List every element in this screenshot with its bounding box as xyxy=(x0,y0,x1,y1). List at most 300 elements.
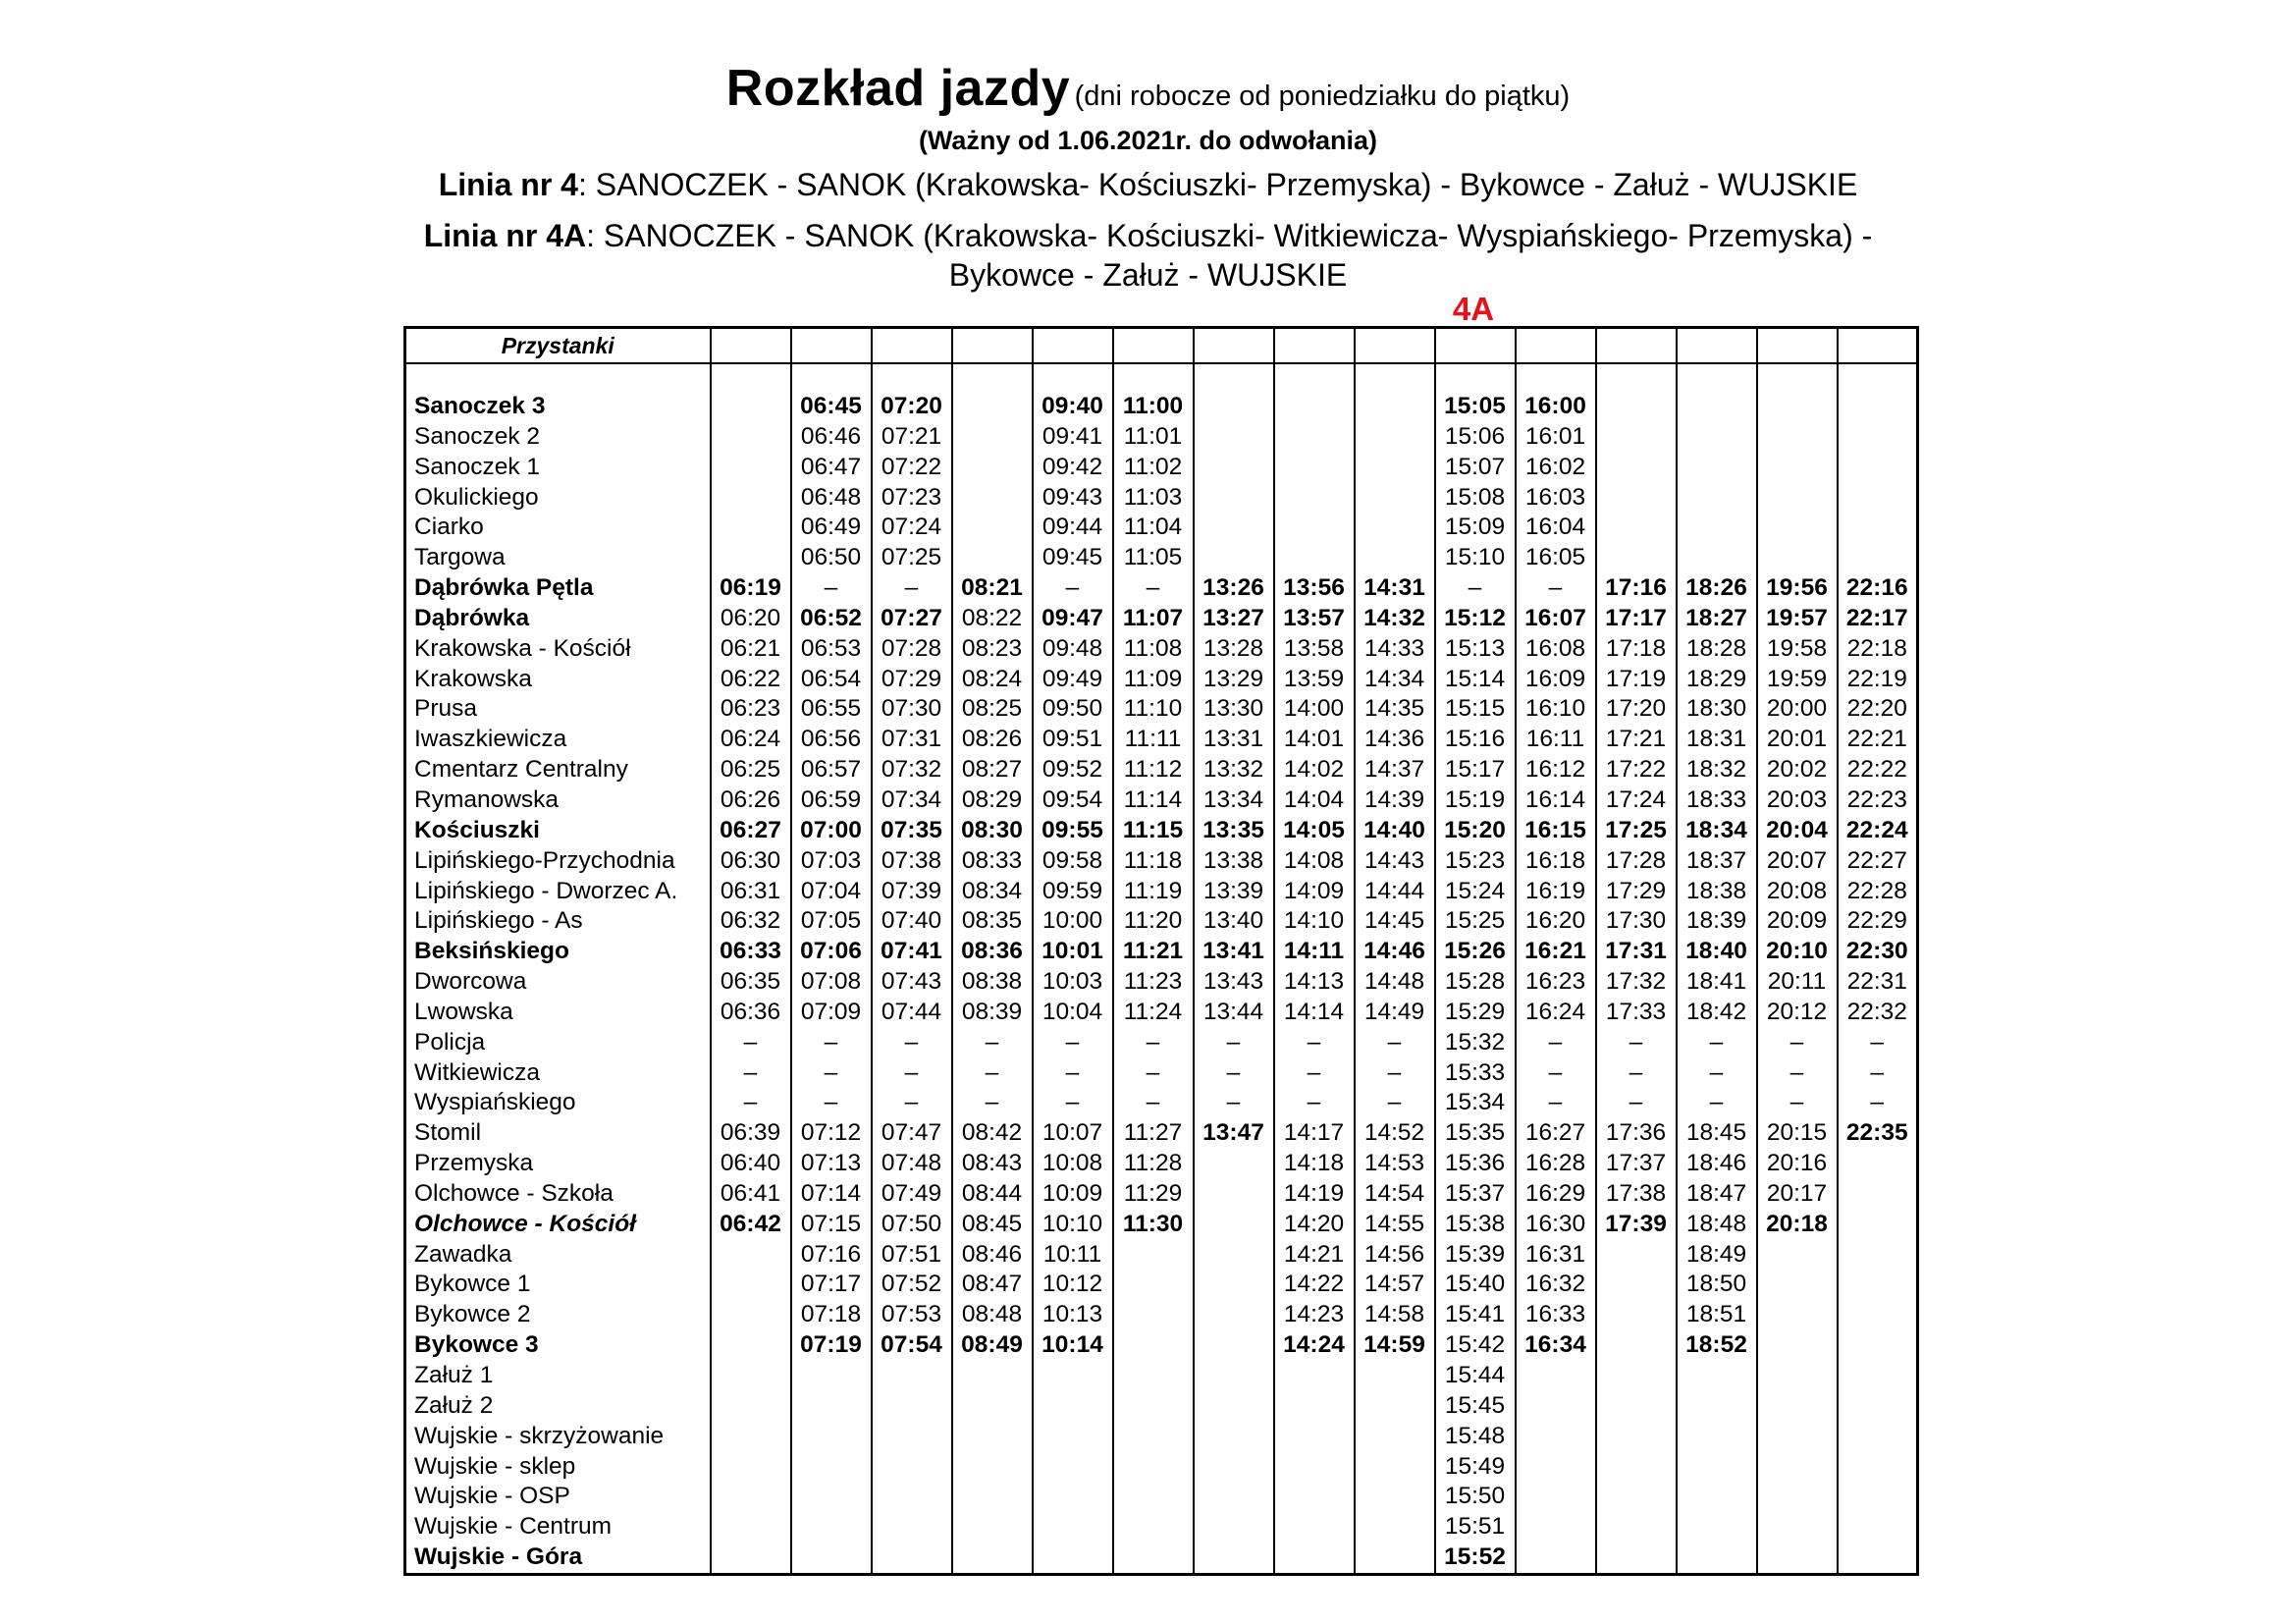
departure-time-cell xyxy=(1838,1210,1918,1240)
departure-time-cell: 15:24 xyxy=(1435,877,1516,907)
departure-time-cell: 16:28 xyxy=(1516,1149,1596,1179)
departure-time-cell xyxy=(1838,422,1918,453)
departure-time-cell xyxy=(1355,1543,1435,1574)
departure-time-cell: 15:42 xyxy=(1435,1330,1516,1361)
departure-time-cell: 06:39 xyxy=(711,1118,791,1149)
stop-name-cell: Bykowce 3 xyxy=(405,1330,711,1361)
departure-time-cell: 14:04 xyxy=(1274,785,1355,816)
table-row xyxy=(405,1452,1918,1483)
departure-time-cell: 07:49 xyxy=(872,1179,952,1210)
departure-time-cell: 15:12 xyxy=(1435,604,1516,634)
departure-time-cell xyxy=(711,543,791,573)
departure-time-cell: – xyxy=(1355,1028,1435,1058)
departure-time-cell: 06:19 xyxy=(711,573,791,604)
stop-name-cell: Stomil xyxy=(405,1118,711,1149)
table-spacer-row xyxy=(405,363,1918,392)
departure-time-cell: 07:39 xyxy=(872,877,952,907)
departure-time-cell: – xyxy=(1274,1058,1355,1089)
departure-time-cell: 14:20 xyxy=(1274,1210,1355,1240)
departure-time-cell: 08:39 xyxy=(952,998,1033,1028)
departure-time-cell: 08:35 xyxy=(952,906,1033,937)
departure-time-cell: 22:22 xyxy=(1838,755,1918,785)
departure-time-cell: 18:28 xyxy=(1677,634,1757,665)
stop-name-cell: Dąbrówka xyxy=(405,604,711,634)
table-row xyxy=(405,513,1918,543)
departure-time-cell: 15:05 xyxy=(1435,392,1516,422)
departure-time-cell: – xyxy=(1516,1058,1596,1089)
departure-time-cell: 09:47 xyxy=(1033,604,1113,634)
departure-time-cell xyxy=(711,1240,791,1271)
departure-time-cell: 13:39 xyxy=(1194,877,1274,907)
departure-time-cell: 07:30 xyxy=(872,694,952,725)
departure-time-cell: 16:33 xyxy=(1516,1300,1596,1330)
departure-time-cell: 09:52 xyxy=(1033,755,1113,785)
departure-time-cell: 07:15 xyxy=(791,1210,872,1240)
departure-time-cell: 13:57 xyxy=(1274,604,1355,634)
departure-time-cell: 14:21 xyxy=(1274,1240,1355,1271)
departure-time-cell xyxy=(1194,543,1274,573)
stop-name-cell: Bykowce 1 xyxy=(405,1270,711,1300)
table-row xyxy=(405,816,1918,846)
departure-time-cell xyxy=(1355,453,1435,483)
table-row xyxy=(405,1118,1918,1149)
departure-time-cell: 19:58 xyxy=(1757,634,1838,665)
departure-time-cell: 13:38 xyxy=(1194,846,1274,877)
departure-time-cell: 14:46 xyxy=(1355,937,1435,967)
departure-time-cell xyxy=(1194,422,1274,453)
departure-time-cell: 14:14 xyxy=(1274,998,1355,1028)
departure-time-cell xyxy=(711,1512,791,1543)
departure-time-cell xyxy=(1194,1179,1274,1210)
departure-time-cell xyxy=(1194,1330,1274,1361)
departure-time-cell xyxy=(1516,1543,1596,1574)
departure-time-cell xyxy=(1516,1422,1596,1452)
departure-time-cell: 08:47 xyxy=(952,1270,1033,1300)
departure-time-cell: 11:29 xyxy=(1113,1179,1194,1210)
table-row xyxy=(405,543,1918,573)
departure-time-cell xyxy=(1274,1543,1355,1574)
departure-time-cell: 22:18 xyxy=(1838,634,1918,665)
departure-time-cell: 10:03 xyxy=(1033,967,1113,998)
departure-time-cell: 18:50 xyxy=(1677,1270,1757,1300)
departure-time-cell: 15:14 xyxy=(1435,665,1516,695)
departure-time-cell: 13:30 xyxy=(1194,694,1274,725)
departure-time-cell: – xyxy=(791,1058,872,1089)
departure-time-cell xyxy=(872,1512,952,1543)
departure-time-cell: 17:37 xyxy=(1596,1149,1677,1179)
departure-time-cell xyxy=(791,1543,872,1574)
departure-time-cell xyxy=(952,543,1033,573)
departure-time-cell xyxy=(1355,392,1435,422)
departure-time-cell: 07:28 xyxy=(872,634,952,665)
departure-time-cell: – xyxy=(1033,1088,1113,1118)
departure-time-cell: 11:01 xyxy=(1113,422,1194,453)
departure-time-cell: 08:22 xyxy=(952,604,1033,634)
departure-time-cell: 16:31 xyxy=(1516,1240,1596,1271)
departure-time-cell xyxy=(1033,1452,1113,1483)
departure-time-cell: 06:56 xyxy=(791,725,872,755)
departure-time-cell xyxy=(1596,1270,1677,1300)
departure-time-cell xyxy=(1194,1361,1274,1391)
line-4-label: Linia nr 4 xyxy=(438,167,578,202)
stop-name-cell: Załuż 1 xyxy=(405,1361,711,1391)
departure-time-cell xyxy=(1274,1422,1355,1452)
departure-time-cell: 13:31 xyxy=(1194,725,1274,755)
departure-time-cell xyxy=(1113,1452,1194,1483)
departure-time-cell: 14:23 xyxy=(1274,1300,1355,1330)
departure-time-cell: 16:05 xyxy=(1516,543,1596,573)
departure-time-cell: 07:38 xyxy=(872,846,952,877)
departure-time-cell: 11:18 xyxy=(1113,846,1194,877)
departure-time-cell: 13:29 xyxy=(1194,665,1274,695)
departure-time-cell xyxy=(711,483,791,514)
stop-name-cell: Lipińskiego-Przychodnia xyxy=(405,846,711,877)
departure-time-cell: 11:07 xyxy=(1113,604,1194,634)
departure-time-cell: 09:50 xyxy=(1033,694,1113,725)
departure-time-cell: 07:50 xyxy=(872,1210,952,1240)
departure-time-cell: – xyxy=(791,573,872,604)
departure-time-cell xyxy=(791,1512,872,1543)
departure-time-cell: 06:32 xyxy=(711,906,791,937)
departure-time-cell: 22:20 xyxy=(1838,694,1918,725)
departure-time-cell: 06:35 xyxy=(711,967,791,998)
departure-time-cell: 07:05 xyxy=(791,906,872,937)
departure-time-cell: 07:25 xyxy=(872,543,952,573)
departure-time-cell xyxy=(1516,1482,1596,1512)
departure-time-cell: 20:16 xyxy=(1757,1149,1838,1179)
departure-time-cell xyxy=(1596,483,1677,514)
departure-time-cell xyxy=(1596,422,1677,453)
departure-time-cell: 14:10 xyxy=(1274,906,1355,937)
line-4a-route xyxy=(0,216,2296,295)
departure-time-cell xyxy=(1194,1149,1274,1179)
departure-time-cell: 07:52 xyxy=(872,1270,952,1300)
departure-time-cell: – xyxy=(1113,1058,1194,1089)
departure-time-cell: 20:03 xyxy=(1757,785,1838,816)
departure-time-cell: 06:45 xyxy=(791,392,872,422)
departure-time-cell xyxy=(1194,1452,1274,1483)
stop-name-cell: Wujskie - OSP xyxy=(405,1482,711,1512)
departure-time-cell: 11:00 xyxy=(1113,392,1194,422)
departure-time-cell: 18:45 xyxy=(1677,1118,1757,1149)
departure-time-cell: 14:36 xyxy=(1355,725,1435,755)
line-4a-route-text-cont: Bykowce - Załuż - WUJSKIE xyxy=(948,257,1348,293)
departure-time-cell xyxy=(1596,1422,1677,1452)
table-row xyxy=(405,1482,1918,1512)
departure-time-cell: 16:02 xyxy=(1516,453,1596,483)
stop-name-cell: Przemyska xyxy=(405,1149,711,1179)
departure-time-cell xyxy=(1274,1452,1355,1483)
departure-time-cell: 07:17 xyxy=(791,1270,872,1300)
table-row xyxy=(405,906,1918,937)
departure-time-cell: 14:37 xyxy=(1355,755,1435,785)
departure-time-cell: 16:24 xyxy=(1516,998,1596,1028)
line-4-route-text: : SANOCZEK - SANOK (Krakowska- Kościuszki- Przemyska) - Bykowce - Załuż - WUJSKIE xyxy=(577,167,1858,202)
departure-time-cell xyxy=(1757,392,1838,422)
stop-name-cell: Lipińskiego - As xyxy=(405,906,711,937)
departure-time-cell xyxy=(952,513,1033,543)
departure-time-cell: 16:23 xyxy=(1516,967,1596,998)
table-row xyxy=(405,1361,1918,1391)
departure-time-cell: 15:06 xyxy=(1435,422,1516,453)
departure-time-cell: 13:32 xyxy=(1194,755,1274,785)
departure-time-cell xyxy=(791,1391,872,1422)
departure-time-cell: 22:32 xyxy=(1838,998,1918,1028)
departure-time-cell xyxy=(1355,483,1435,514)
departure-time-cell: 15:37 xyxy=(1435,1179,1516,1210)
departure-time-cell: 18:46 xyxy=(1677,1149,1757,1179)
departure-time-cell: 06:25 xyxy=(711,755,791,785)
departure-time-cell xyxy=(1113,1422,1194,1452)
departure-time-cell xyxy=(1194,483,1274,514)
departure-time-cell: 22:16 xyxy=(1838,573,1918,604)
departure-time-cell xyxy=(1596,1361,1677,1391)
departure-time-cell xyxy=(1838,1543,1918,1574)
departure-time-cell xyxy=(1596,453,1677,483)
departure-time-cell: 18:27 xyxy=(1677,604,1757,634)
departure-time-cell xyxy=(711,1482,791,1512)
departure-time-cell: 22:21 xyxy=(1838,725,1918,755)
departure-time-cell xyxy=(1757,1543,1838,1574)
departure-time-cell xyxy=(1516,1391,1596,1422)
departure-time-cell xyxy=(1757,1482,1838,1512)
departure-time-cell: 08:27 xyxy=(952,755,1033,785)
departure-time-cell xyxy=(1113,1300,1194,1330)
departure-time-cell xyxy=(1355,422,1435,453)
departure-time-cell xyxy=(1596,1482,1677,1512)
departure-time-cell: 07:20 xyxy=(872,392,952,422)
departure-time-cell xyxy=(1596,1300,1677,1330)
departure-time-cell: – xyxy=(1435,573,1516,604)
departure-time-cell: 11:28 xyxy=(1113,1149,1194,1179)
line-4a-label: Linia nr 4A xyxy=(423,218,587,253)
departure-time-cell xyxy=(1274,1512,1355,1543)
departure-time-cell: 15:33 xyxy=(1435,1058,1516,1089)
departure-time-cell: 14:13 xyxy=(1274,967,1355,998)
departure-time-cell: 19:59 xyxy=(1757,665,1838,695)
departure-time-cell: 07:53 xyxy=(872,1300,952,1330)
departure-time-cell xyxy=(872,1422,952,1452)
departure-time-cell: 15:36 xyxy=(1435,1149,1516,1179)
departure-time-cell: 17:29 xyxy=(1596,877,1677,907)
departure-time-cell xyxy=(1757,543,1838,573)
table-row xyxy=(405,483,1918,514)
departure-time-cell: 17:21 xyxy=(1596,725,1677,755)
departure-time-cell: 09:59 xyxy=(1033,877,1113,907)
departure-time-cell: 11:20 xyxy=(1113,906,1194,937)
departure-time-cell: 17:32 xyxy=(1596,967,1677,998)
departure-time-cell xyxy=(711,453,791,483)
departure-time-cell xyxy=(1677,1361,1757,1391)
departure-time-cell: – xyxy=(872,1088,952,1118)
table-row xyxy=(405,998,1918,1028)
departure-time-cell: 16:32 xyxy=(1516,1270,1596,1300)
departure-time-cell xyxy=(1838,1422,1918,1452)
departure-time-cell xyxy=(952,1361,1033,1391)
table-row xyxy=(405,634,1918,665)
departure-time-cell xyxy=(1838,392,1918,422)
table-row xyxy=(405,1179,1918,1210)
departure-time-cell xyxy=(1516,1512,1596,1543)
departure-time-cell xyxy=(952,1482,1033,1512)
departure-time-cell: 17:24 xyxy=(1596,785,1677,816)
departure-time-cell: 15:32 xyxy=(1435,1028,1516,1058)
departure-time-cell: 15:38 xyxy=(1435,1210,1516,1240)
departure-time-cell xyxy=(1757,1452,1838,1483)
page-title xyxy=(0,59,2296,118)
departure-time-cell: 14:40 xyxy=(1355,816,1435,846)
departure-time-cell: 17:22 xyxy=(1596,755,1677,785)
departure-time-cell xyxy=(1194,1422,1274,1452)
departure-time-cell xyxy=(791,1361,872,1391)
departure-time-cell: – xyxy=(1516,1028,1596,1058)
departure-time-cell xyxy=(1194,513,1274,543)
departure-time-cell xyxy=(791,1422,872,1452)
departure-time-cell xyxy=(1596,1512,1677,1543)
departure-time-cell: 08:45 xyxy=(952,1210,1033,1240)
departure-time-cell: 14:53 xyxy=(1355,1149,1435,1179)
departure-time-cell: – xyxy=(1516,573,1596,604)
departure-time-cell: 06:53 xyxy=(791,634,872,665)
departure-time-cell: 15:19 xyxy=(1435,785,1516,816)
table-row xyxy=(405,665,1918,695)
departure-time-cell: 18:33 xyxy=(1677,785,1757,816)
departure-time-cell: 07:40 xyxy=(872,906,952,937)
departure-time-cell: 07:44 xyxy=(872,998,952,1028)
table-header-row xyxy=(405,328,1918,364)
departure-time-cell xyxy=(711,422,791,453)
departure-time-cell xyxy=(1274,513,1355,543)
departure-time-cell: 07:47 xyxy=(872,1118,952,1149)
departure-time-cell: 07:00 xyxy=(791,816,872,846)
stop-name-cell: Prusa xyxy=(405,694,711,725)
departure-time-cell xyxy=(872,1543,952,1574)
departure-time-cell: 09:55 xyxy=(1033,816,1113,846)
departure-time-cell: 07:54 xyxy=(872,1330,952,1361)
departure-time-cell: 07:12 xyxy=(791,1118,872,1149)
departure-time-cell: 10:08 xyxy=(1033,1149,1113,1179)
departure-time-cell: 11:27 xyxy=(1113,1118,1194,1149)
stop-name-cell: Sanoczek 2 xyxy=(405,422,711,453)
departure-time-cell: 08:29 xyxy=(952,785,1033,816)
departure-time-cell: 06:36 xyxy=(711,998,791,1028)
departure-time-cell xyxy=(1274,1482,1355,1512)
departure-time-cell xyxy=(1838,453,1918,483)
stop-name-cell: Sanoczek 1 xyxy=(405,453,711,483)
departure-time-cell xyxy=(1677,1543,1757,1574)
departure-time-cell xyxy=(1596,392,1677,422)
departure-time-cell: 16:29 xyxy=(1516,1179,1596,1210)
departure-time-cell: 20:07 xyxy=(1757,846,1838,877)
departure-time-cell: – xyxy=(1113,573,1194,604)
departure-time-cell: 07:34 xyxy=(872,785,952,816)
departure-time-cell: – xyxy=(1274,1028,1355,1058)
departure-time-cell xyxy=(1194,453,1274,483)
departure-time-cell: – xyxy=(872,573,952,604)
departure-time-cell: – xyxy=(1677,1058,1757,1089)
departure-time-cell: 22:17 xyxy=(1838,604,1918,634)
departure-time-cell: 17:30 xyxy=(1596,906,1677,937)
departure-time-cell: – xyxy=(1677,1088,1757,1118)
departure-time-cell: – xyxy=(1033,1058,1113,1089)
departure-time-cell: 07:09 xyxy=(791,998,872,1028)
departure-time-cell: 18:42 xyxy=(1677,998,1757,1028)
departure-time-cell xyxy=(1838,1452,1918,1483)
departure-time-cell: 06:48 xyxy=(791,483,872,514)
departure-time-cell xyxy=(711,1300,791,1330)
departure-time-cell: 17:16 xyxy=(1596,573,1677,604)
departure-time-cell: 11:12 xyxy=(1113,755,1194,785)
departure-time-cell: 06:42 xyxy=(711,1210,791,1240)
departure-time-cell xyxy=(1596,1543,1677,1574)
departure-time-cell: 06:47 xyxy=(791,453,872,483)
stop-name-cell: Wujskie - Centrum xyxy=(405,1512,711,1543)
departure-time-cell: 08:25 xyxy=(952,694,1033,725)
departure-time-cell: 11:19 xyxy=(1113,877,1194,907)
departure-time-cell: 13:27 xyxy=(1194,604,1274,634)
departure-time-cell: 17:36 xyxy=(1596,1118,1677,1149)
departure-time-cell: 16:10 xyxy=(1516,694,1596,725)
departure-time-cell xyxy=(1838,483,1918,514)
departure-time-cell: 14:11 xyxy=(1274,937,1355,967)
stop-name-cell: Wujskie - Góra xyxy=(405,1543,711,1574)
departure-time-cell: 14:18 xyxy=(1274,1149,1355,1179)
departure-time-cell xyxy=(1355,1452,1435,1483)
stop-name-cell: Iwaszkiewicza xyxy=(405,725,711,755)
departure-time-cell: 15:48 xyxy=(1435,1422,1516,1452)
departure-time-cell: 15:23 xyxy=(1435,846,1516,877)
departure-time-cell xyxy=(1677,543,1757,573)
departure-time-cell xyxy=(952,1391,1033,1422)
departure-time-cell xyxy=(1596,1330,1677,1361)
departure-time-cell xyxy=(1838,1300,1918,1330)
departure-time-cell: 20:10 xyxy=(1757,937,1838,967)
departure-time-cell: 06:54 xyxy=(791,665,872,695)
departure-time-cell: 17:18 xyxy=(1596,634,1677,665)
departure-time-cell: 07:03 xyxy=(791,846,872,877)
departure-time-cell: 09:40 xyxy=(1033,392,1113,422)
departure-time-cell: 08:21 xyxy=(952,573,1033,604)
table-row xyxy=(405,1149,1918,1179)
departure-time-cell xyxy=(1194,1512,1274,1543)
departure-time-cell xyxy=(1596,1452,1677,1483)
stop-name-cell: Witkiewicza xyxy=(405,1058,711,1089)
stop-name-cell: Lwowska xyxy=(405,998,711,1028)
departure-time-cell: 22:24 xyxy=(1838,816,1918,846)
departure-time-cell: 07:16 xyxy=(791,1240,872,1271)
table-row xyxy=(405,1240,1918,1271)
table-row xyxy=(405,573,1918,604)
departure-time-cell: 14:59 xyxy=(1355,1330,1435,1361)
departure-time-cell: – xyxy=(711,1028,791,1058)
departure-time-cell: 10:01 xyxy=(1033,937,1113,967)
departure-time-cell: 17:19 xyxy=(1596,665,1677,695)
departure-time-cell xyxy=(952,453,1033,483)
table-row xyxy=(405,937,1918,967)
stop-name-cell: Ciarko xyxy=(405,513,711,543)
departure-time-cell: 20:04 xyxy=(1757,816,1838,846)
departure-time-cell: 06:50 xyxy=(791,543,872,573)
departure-time-cell: – xyxy=(791,1088,872,1118)
table-row xyxy=(405,1422,1918,1452)
departure-time-cell: 06:20 xyxy=(711,604,791,634)
departure-time-cell xyxy=(1838,1240,1918,1271)
departure-time-cell: 08:46 xyxy=(952,1240,1033,1271)
stop-name-cell: Rymanowska xyxy=(405,785,711,816)
departure-time-cell: – xyxy=(791,1028,872,1058)
departure-time-cell xyxy=(1677,453,1757,483)
departure-time-cell: 20:00 xyxy=(1757,694,1838,725)
